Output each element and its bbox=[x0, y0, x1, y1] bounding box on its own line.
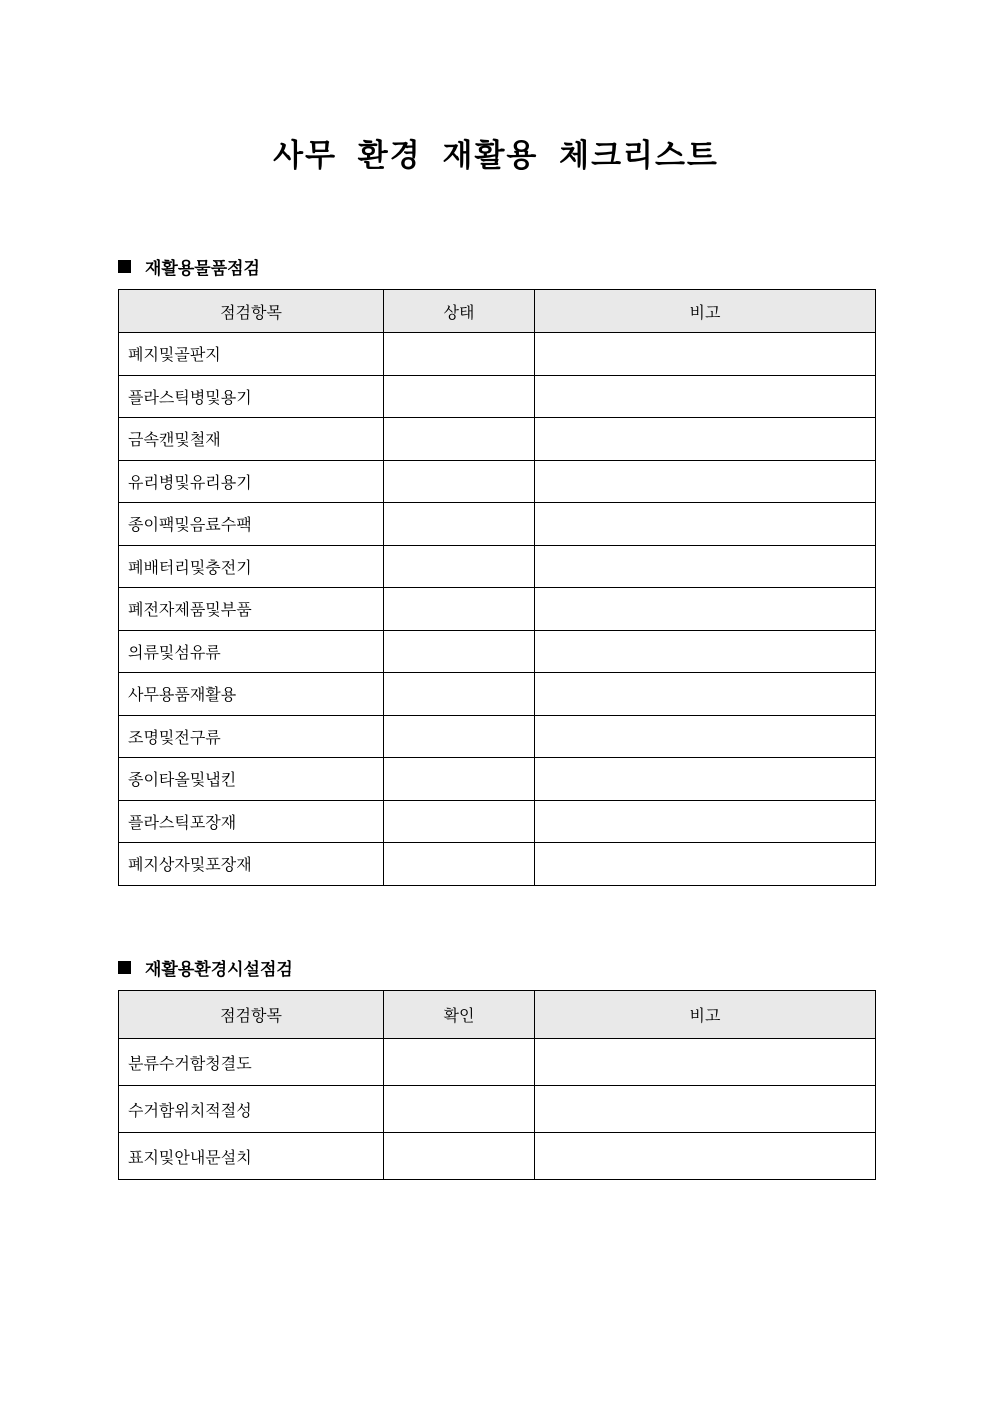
table-row bbox=[119, 418, 876, 461]
remarks-cell[interactable] bbox=[535, 1039, 876, 1086]
recyclables-checklist-table bbox=[118, 289, 876, 886]
item-cell: 종이타올및냅킨 bbox=[119, 758, 384, 801]
status-cell[interactable] bbox=[384, 460, 535, 503]
status-cell[interactable] bbox=[384, 843, 535, 886]
check-cell[interactable] bbox=[384, 1039, 535, 1086]
table-header-row bbox=[119, 290, 876, 333]
status-cell[interactable] bbox=[384, 375, 535, 418]
status-cell[interactable] bbox=[384, 588, 535, 631]
status-cell[interactable] bbox=[384, 715, 535, 758]
square-bullet-icon bbox=[118, 961, 131, 974]
section-heading-recyclables bbox=[118, 254, 260, 279]
table-row bbox=[119, 800, 876, 843]
remarks-cell[interactable] bbox=[535, 375, 876, 418]
section-heading-label: 재활용환경시설점검 bbox=[145, 960, 293, 980]
page-title: 사무 환경 재활용 체크리스트 bbox=[273, 138, 719, 174]
table-row bbox=[119, 1039, 876, 1086]
column-header-item: 점검항목 bbox=[119, 991, 384, 1039]
table-header-row bbox=[119, 991, 876, 1039]
item-cell: 폐지상자및포장재 bbox=[119, 843, 384, 886]
item-cell: 표지및안내문설치 bbox=[119, 1133, 384, 1180]
table-row bbox=[119, 1086, 876, 1133]
remarks-cell[interactable] bbox=[535, 333, 876, 376]
item-cell: 종이팩및음료수팩 bbox=[119, 503, 384, 546]
column-header-remarks: 비고 bbox=[535, 290, 876, 333]
remarks-cell[interactable] bbox=[535, 843, 876, 886]
table-row bbox=[119, 545, 876, 588]
facilities-checklist-table bbox=[118, 990, 876, 1180]
check-cell[interactable] bbox=[384, 1133, 535, 1180]
item-cell: 분류수거함청결도 bbox=[119, 1039, 384, 1086]
square-bullet-icon bbox=[118, 260, 131, 273]
status-cell[interactable] bbox=[384, 503, 535, 546]
status-cell[interactable] bbox=[384, 333, 535, 376]
remarks-cell[interactable] bbox=[535, 800, 876, 843]
status-cell[interactable] bbox=[384, 800, 535, 843]
status-cell[interactable] bbox=[384, 673, 535, 716]
remarks-cell[interactable] bbox=[535, 1133, 876, 1180]
table-row bbox=[119, 333, 876, 376]
item-cell: 금속캔및철재 bbox=[119, 418, 384, 461]
section-heading-label: 재활용물품점검 bbox=[145, 259, 260, 279]
item-cell: 폐전자제품및부품 bbox=[119, 588, 384, 631]
table-row bbox=[119, 375, 876, 418]
table-row bbox=[119, 1133, 876, 1180]
table-row bbox=[119, 715, 876, 758]
table-row bbox=[119, 843, 876, 886]
column-header-item: 점검항목 bbox=[119, 290, 384, 333]
remarks-cell[interactable] bbox=[535, 758, 876, 801]
table-row bbox=[119, 673, 876, 716]
remarks-cell[interactable] bbox=[535, 630, 876, 673]
item-cell: 의류및섬유류 bbox=[119, 630, 384, 673]
remarks-cell[interactable] bbox=[535, 673, 876, 716]
table-row bbox=[119, 588, 876, 631]
column-header-remarks: 비고 bbox=[535, 991, 876, 1039]
item-cell: 사무용품재활용 bbox=[119, 673, 384, 716]
item-cell: 수거함위치적절성 bbox=[119, 1086, 384, 1133]
item-cell: 플라스틱포장재 bbox=[119, 800, 384, 843]
remarks-cell[interactable] bbox=[535, 503, 876, 546]
item-cell: 폐배터리및충전기 bbox=[119, 545, 384, 588]
remarks-cell[interactable] bbox=[535, 460, 876, 503]
item-cell: 플라스틱병및용기 bbox=[119, 375, 384, 418]
table-row bbox=[119, 503, 876, 546]
item-cell: 조명및전구류 bbox=[119, 715, 384, 758]
section-heading-facilities bbox=[118, 955, 293, 980]
item-cell: 폐지및골판지 bbox=[119, 333, 384, 376]
status-cell[interactable] bbox=[384, 418, 535, 461]
column-header-check: 확인 bbox=[384, 991, 535, 1039]
status-cell[interactable] bbox=[384, 630, 535, 673]
status-cell[interactable] bbox=[384, 545, 535, 588]
column-header-status: 상태 bbox=[384, 290, 535, 333]
check-cell[interactable] bbox=[384, 1086, 535, 1133]
table-row bbox=[119, 630, 876, 673]
table-row bbox=[119, 758, 876, 801]
status-cell[interactable] bbox=[384, 758, 535, 801]
remarks-cell[interactable] bbox=[535, 418, 876, 461]
remarks-cell[interactable] bbox=[535, 715, 876, 758]
remarks-cell[interactable] bbox=[535, 588, 876, 631]
item-cell: 유리병및유리용기 bbox=[119, 460, 384, 503]
remarks-cell[interactable] bbox=[535, 545, 876, 588]
remarks-cell[interactable] bbox=[535, 1086, 876, 1133]
table-row bbox=[119, 460, 876, 503]
